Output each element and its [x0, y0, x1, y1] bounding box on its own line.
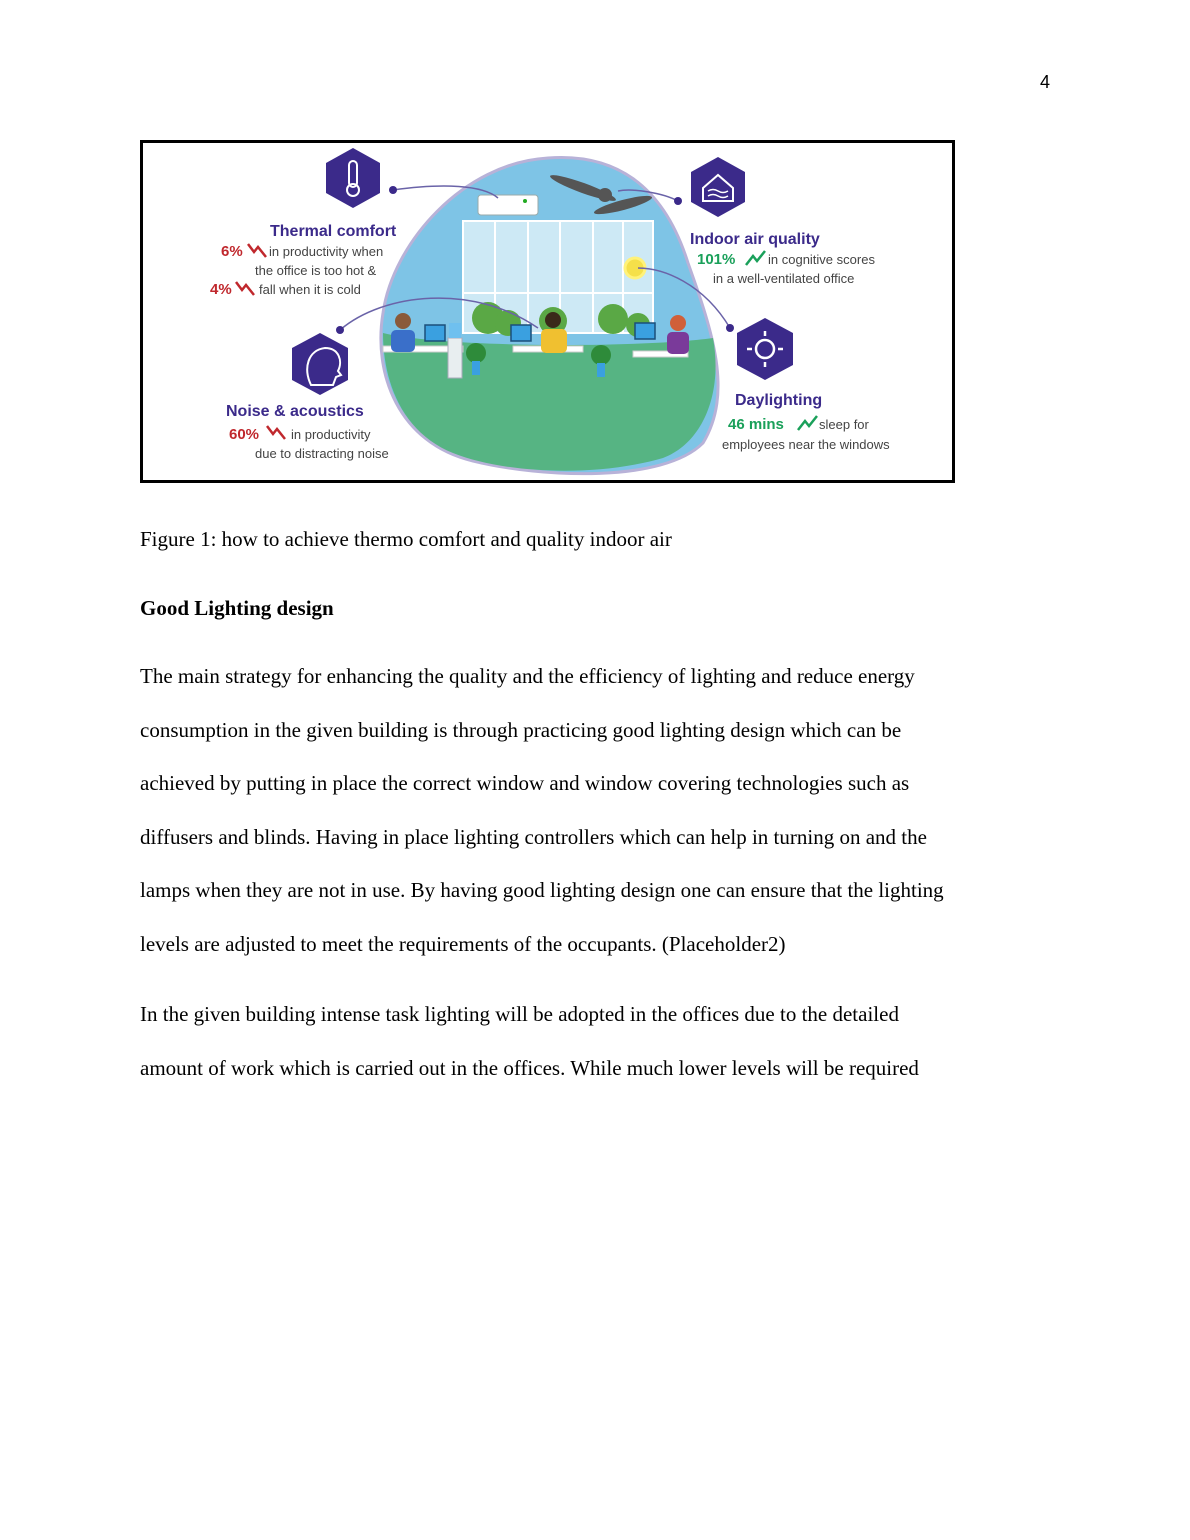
sun-icon	[737, 318, 793, 380]
house-air-icon	[691, 157, 745, 217]
paragraph-1	[140, 650, 1040, 972]
air-text1: in cognitive scores	[768, 252, 875, 267]
noise-stat: 60%	[229, 426, 260, 443]
paragraph-line: In the given building intense task lighting will be adopted in the offices due to the detailed	[140, 1002, 899, 1026]
daylight-stat: 46 mins	[728, 416, 784, 433]
noise-title: Noise & acoustics	[226, 403, 364, 420]
noise-text1: in productivity	[291, 427, 371, 442]
thermal-stat1: 6%	[221, 243, 243, 260]
up-arrow-icon	[798, 416, 817, 430]
daylight-title: Daylighting	[735, 392, 823, 409]
air-title: Indoor air quality	[690, 231, 820, 248]
paragraph-line: achieved by putting in place the correct window and window covering technologies such as	[140, 771, 910, 796]
daylight-text1: sleep for	[819, 417, 869, 432]
down-arrow-icon	[267, 426, 285, 439]
ac-unit	[478, 195, 538, 215]
head-noise-icon	[292, 333, 348, 395]
paragraph-line: lamps when they are not in use. By having good lighting design one can ensure that the lighting	[140, 878, 944, 903]
infographic-figure	[140, 140, 955, 483]
down-arrow-icon	[236, 282, 254, 295]
thermometer-icon	[326, 148, 380, 208]
up-arrow-icon	[746, 251, 765, 265]
thermal-text1a: in productivity when	[269, 244, 384, 259]
page-number: 4	[1039, 72, 1050, 92]
section-heading: Good Lighting design	[140, 596, 334, 620]
daylight-text2: employees near the windows	[722, 437, 890, 452]
air-stat: 101%	[697, 251, 736, 268]
thermal-stat2: 4%	[210, 281, 232, 298]
thermal-text2: fall when it is cold	[259, 282, 361, 297]
paragraph-line: The main strategy for enhancing the quality and the efficiency of lighting and reduce energy	[140, 664, 915, 688]
paragraph-2	[140, 988, 1040, 1095]
down-arrow-icon	[248, 244, 266, 257]
paragraph-line: levels are adjusted to meet the requirements of the occupants. (Placeholder2)	[140, 931, 786, 956]
paragraph-line: diffusers and blinds. Having in place lighting controllers which can help in turning on and the	[140, 824, 927, 849]
infographic-svg	[143, 143, 952, 480]
noise-text2: due to distracting noise	[255, 446, 389, 461]
paragraph-line: consumption in the given building is through practicing good lighting design which can be	[140, 717, 902, 742]
figure-caption: Figure 1: how to achieve thermo comfort and quality indoor air	[140, 527, 672, 551]
thermal-text1b: the office is too hot &	[255, 263, 377, 278]
air-text2: in a well-ventilated office	[713, 271, 855, 286]
water-cooler	[448, 338, 462, 378]
paragraph-line: amount of work which is carried out in the offices. While much lower levels will be required	[140, 1055, 919, 1080]
thermal-title: Thermal comfort	[270, 223, 397, 240]
